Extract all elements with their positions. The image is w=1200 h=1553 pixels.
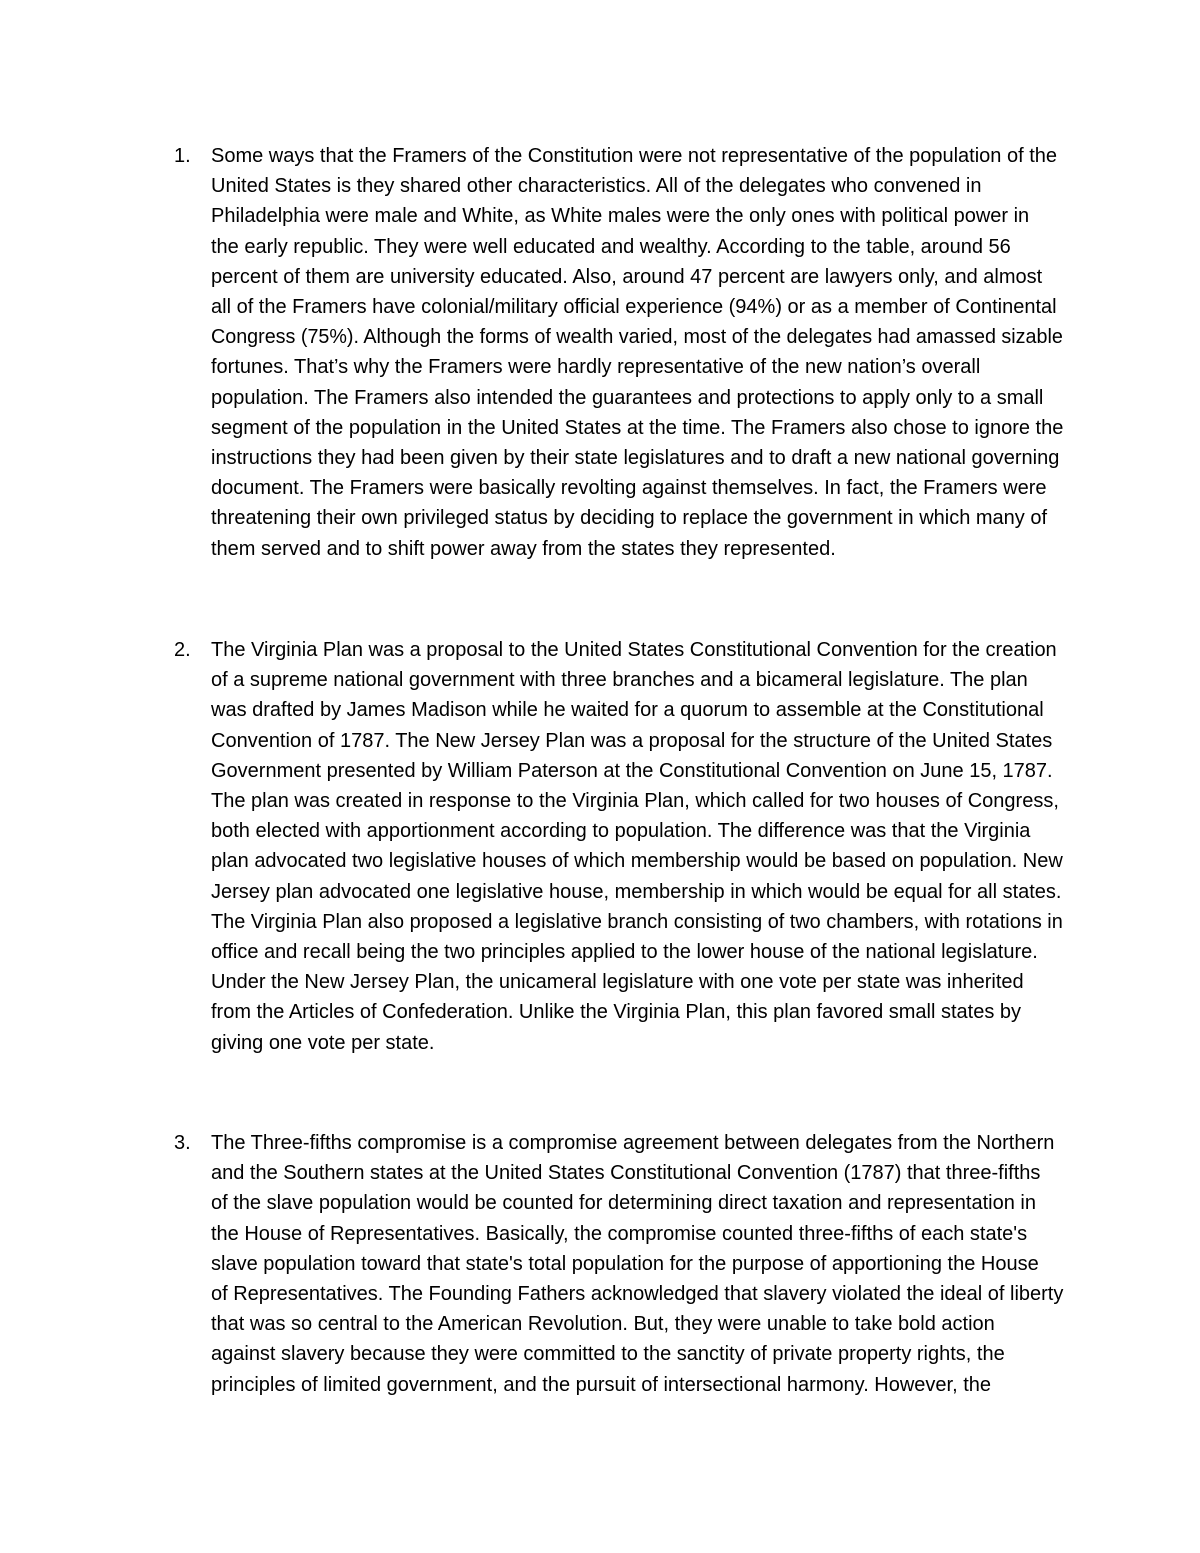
paragraph-line: slave population toward that state's total population for the purpose of apportioning the House (211, 1252, 1039, 1275)
list-item-paragraph (211, 141, 1063, 564)
paragraph-line: Congress (75%). Although the forms of wealth varied, most of the delegates had amassed sizable (211, 326, 1063, 349)
list-item-number: 3. (174, 1132, 191, 1154)
paragraph-line: Some ways that the Framers of the Constitution were not representative of the population of the (211, 145, 1058, 167)
paragraph-line: all of the Framers have colonial/military official experience (94%) or as a member of Continental (211, 296, 1057, 319)
paragraph-line: of a supreme national government with three branches and a bicameral legislature. The plan (211, 669, 1028, 692)
paragraph-line: The Virginia Plan also proposed a legislative branch consisting of two chambers, with rotations in (211, 910, 1063, 933)
paragraph-line: from the Articles of Confederation. Unlike the Virginia Plan, this plan favored small states by (211, 1001, 1022, 1024)
paragraph-line: Under the New Jersey Plan, the unicameral legislature with one vote per state was inherited (211, 971, 1024, 994)
paragraph-line: document. The Framers were basically revolting against themselves. In fact, the Framers were (211, 477, 1047, 500)
paragraph-line: office and recall being the two principles applied to the lower house of the national legislature. (211, 941, 1038, 964)
paragraph-line: and the Southern states at the United States Constitutional Convention (1787) that three-fifths (211, 1162, 1041, 1185)
list-item-paragraph (211, 1128, 1063, 1400)
paragraph-line: of the slave population would be counted for determining direct taxation and representation in (211, 1192, 1036, 1215)
paragraph-line: Government presented by William Paterson at the Constitutional Convention on June 15, 1787. (211, 759, 1053, 782)
paragraph-line: Jersey plan advocated one legislative house, membership in which would be equal for all states. (211, 880, 1062, 903)
paragraph-line: Convention of 1787. The New Jersey Plan was a proposal for the structure of the United States (211, 729, 1053, 752)
paragraph-line: population. The Framers also intended the guarantees and protections to apply only to a small (211, 386, 1044, 409)
paragraph-line: threatening their own privileged status by deciding to replace the government in which many of (211, 507, 1048, 530)
paragraph-line: fortunes. That’s why the Framers were hardly representative of the new nation’s overall (211, 356, 981, 379)
paragraph-line: United States is they shared other characteristics. All of the delegates who convened in (211, 175, 982, 198)
list-item-number: 2. (174, 639, 191, 661)
paragraph-line: was drafted by James Madison while he waited for a quorum to assemble at the Constitutional (211, 699, 1044, 722)
paragraph-line: of Representatives. The Founding Fathers acknowledged that slavery violated the ideal of liberty (211, 1283, 1064, 1306)
paragraph-line: The Virginia Plan was a proposal to the United States Constitutional Convention for the creation (211, 639, 1057, 661)
paragraph-line: plan advocated two legislative houses of which membership would be based on population. New (211, 850, 1063, 873)
list-item-paragraph (211, 635, 1063, 1058)
paragraph-line: giving one vote per state. (211, 1031, 435, 1054)
paragraph-line: the House of Representatives. Basically, the compromise counted three-fifths of each state's (211, 1222, 1028, 1245)
paragraph-line: instructions they had been given by their state legislatures and to draft a new national governing (211, 447, 1060, 470)
paragraph-line: that was so central to the American Revolution. But, they were unable to take bold action (211, 1313, 995, 1336)
paragraph-line: percent of them are university educated. Also, around 47 percent are lawyers only, and almost (211, 265, 1043, 288)
paragraph-line: The Three-fifths compromise is a compromise agreement between delegates from the Northern (211, 1132, 1055, 1154)
list-item-number: 1. (174, 145, 191, 167)
paragraph-line: them served and to shift power away from the states they represented. (211, 537, 836, 560)
paragraph-line: The plan was created in response to the Virginia Plan, which called for two houses of Congress, (211, 790, 1059, 813)
paragraph-line: principles of limited government, and the pursuit of intersectional harmony. However, the (211, 1373, 992, 1396)
paragraph-line: the early republic. They were well educated and wealthy. According to the table, around 56 (211, 235, 1011, 258)
paragraph-line: segment of the population in the United States at the time. The Framers also chose to ignore the (211, 416, 1064, 439)
paragraph-line: against slavery because they were committed to the sanctity of private property rights, the (211, 1343, 1005, 1366)
paragraph-line: Philadelphia were male and White, as White males were the only ones with political power in (211, 205, 1030, 228)
paragraph-line: both elected with apportionment according to population. The difference was that the Virginia (211, 820, 1031, 843)
